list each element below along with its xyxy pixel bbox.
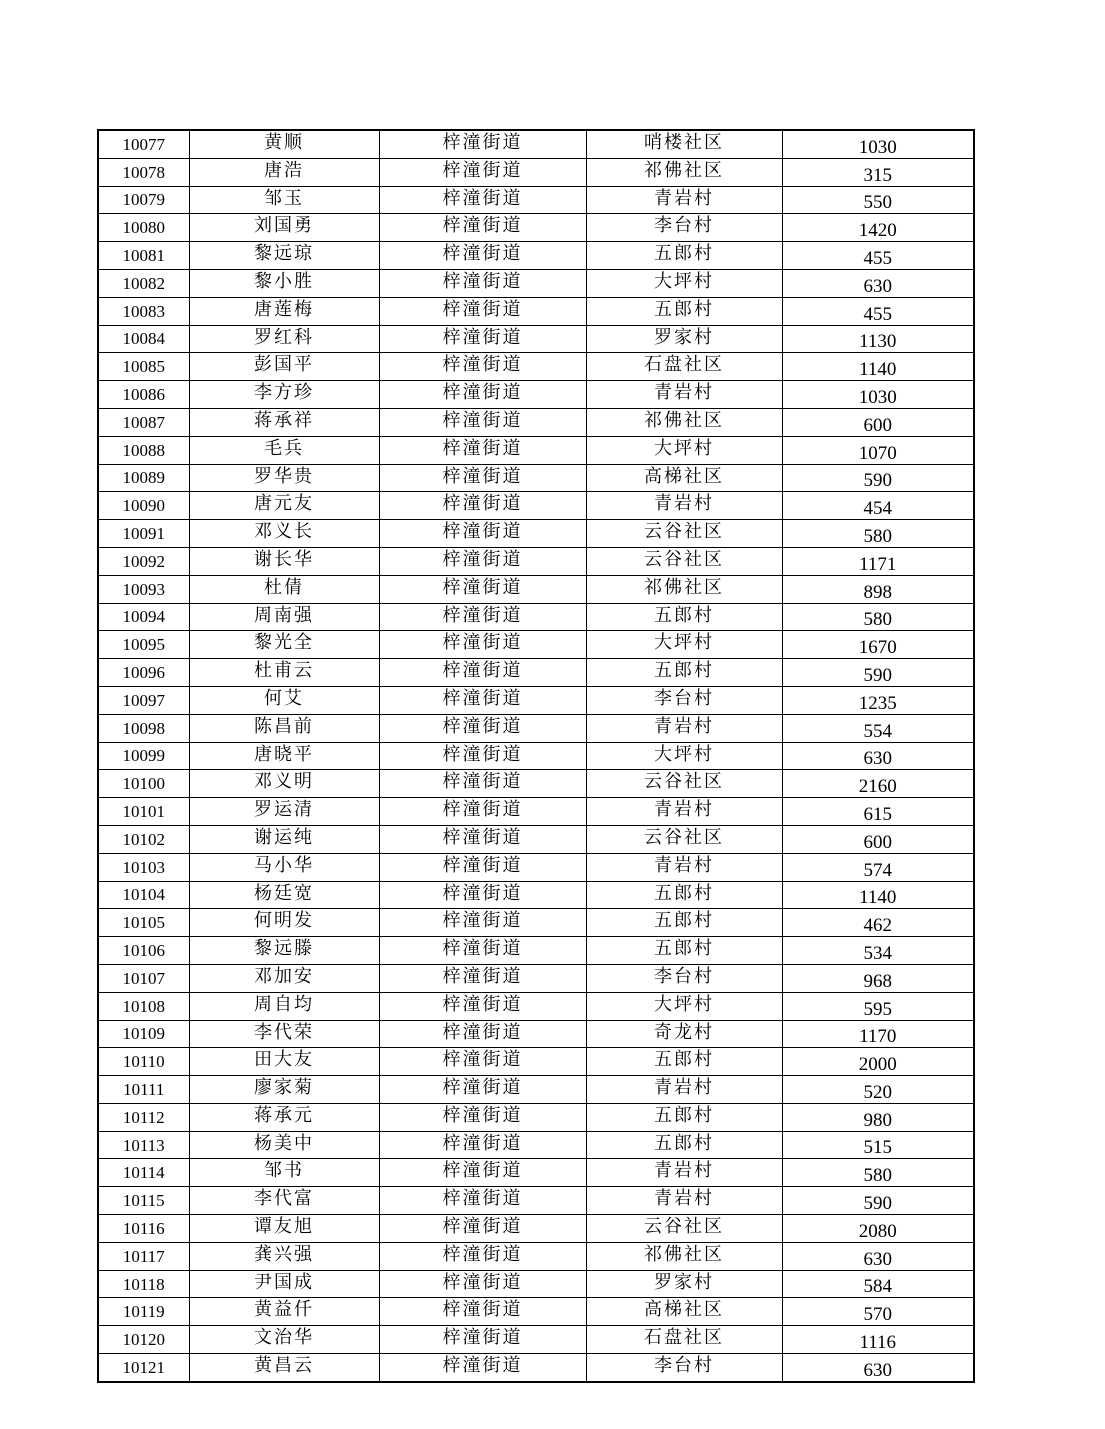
record-id-cell: 10078 <box>98 158 189 186</box>
amount-cell: 630 <box>782 1242 974 1270</box>
amount-cell: 570 <box>782 1298 974 1326</box>
record-id-cell: 10096 <box>98 659 189 687</box>
community-cell: 祁佛社区 <box>586 158 782 186</box>
street-cell: 梓潼街道 <box>379 1131 586 1159</box>
community-cell: 大坪村 <box>586 742 782 770</box>
record-id-cell: 10104 <box>98 881 189 909</box>
record-id-cell: 10103 <box>98 853 189 881</box>
community-cell: 祁佛社区 <box>586 408 782 436</box>
record-id-cell: 10099 <box>98 742 189 770</box>
person-name-cell: 邹书 <box>189 1159 379 1187</box>
street-cell: 梓潼街道 <box>379 381 586 409</box>
table-row <box>98 297 974 325</box>
person-name-cell: 何明发 <box>189 909 379 937</box>
person-name-cell: 毛兵 <box>189 436 379 464</box>
person-name-cell: 蒋承祥 <box>189 408 379 436</box>
amount-cell: 630 <box>782 1354 974 1382</box>
amount-cell: 455 <box>782 297 974 325</box>
amount-cell: 1070 <box>782 436 974 464</box>
table-row <box>98 547 974 575</box>
table-row <box>98 1215 974 1243</box>
amount-cell: 515 <box>782 1131 974 1159</box>
community-cell: 大坪村 <box>586 436 782 464</box>
table-row <box>98 1270 974 1298</box>
table-row <box>98 603 974 631</box>
community-cell: 五郎村 <box>586 242 782 270</box>
amount-cell: 1235 <box>782 686 974 714</box>
person-name-cell: 罗运清 <box>189 798 379 826</box>
record-id-cell: 10083 <box>98 297 189 325</box>
street-cell: 梓潼街道 <box>379 1270 586 1298</box>
amount-cell: 590 <box>782 464 974 492</box>
table-row <box>98 1242 974 1270</box>
table-row <box>98 992 974 1020</box>
community-cell: 五郎村 <box>586 909 782 937</box>
street-cell: 梓潼街道 <box>379 1048 586 1076</box>
street-cell: 梓潼街道 <box>379 547 586 575</box>
record-id-cell: 10092 <box>98 547 189 575</box>
amount-cell: 455 <box>782 242 974 270</box>
community-cell: 青岩村 <box>586 1076 782 1104</box>
community-cell: 五郎村 <box>586 603 782 631</box>
street-cell: 梓潼街道 <box>379 242 586 270</box>
table-row <box>98 464 974 492</box>
person-name-cell: 李方珍 <box>189 381 379 409</box>
community-cell: 大坪村 <box>586 992 782 1020</box>
person-name-cell: 黄益仟 <box>189 1298 379 1326</box>
table-row <box>98 520 974 548</box>
record-id-cell: 10097 <box>98 686 189 714</box>
street-cell: 梓潼街道 <box>379 853 586 881</box>
person-name-cell: 文治华 <box>189 1326 379 1354</box>
community-cell: 罗家村 <box>586 325 782 353</box>
table-row <box>98 742 974 770</box>
amount-cell: 615 <box>782 798 974 826</box>
table-row <box>98 158 974 186</box>
community-cell: 五郎村 <box>586 1131 782 1159</box>
community-cell: 青岩村 <box>586 798 782 826</box>
table-row <box>98 631 974 659</box>
street-cell: 梓潼街道 <box>379 353 586 381</box>
amount-cell: 554 <box>782 714 974 742</box>
person-name-cell: 黎远滕 <box>189 937 379 965</box>
street-cell: 梓潼街道 <box>379 603 586 631</box>
community-cell: 五郎村 <box>586 881 782 909</box>
street-cell: 梓潼街道 <box>379 992 586 1020</box>
amount-cell: 1170 <box>782 1020 974 1048</box>
record-id-cell: 10117 <box>98 1242 189 1270</box>
person-name-cell: 邹玉 <box>189 186 379 214</box>
street-cell: 梓潼街道 <box>379 1076 586 1104</box>
person-name-cell: 黎小胜 <box>189 269 379 297</box>
record-id-cell: 10086 <box>98 381 189 409</box>
record-id-cell: 10114 <box>98 1159 189 1187</box>
community-cell: 青岩村 <box>586 1159 782 1187</box>
amount-cell: 1140 <box>782 881 974 909</box>
street-cell: 梓潼街道 <box>379 742 586 770</box>
person-name-cell: 罗华贵 <box>189 464 379 492</box>
record-id-cell: 10116 <box>98 1215 189 1243</box>
table-row <box>98 1076 974 1104</box>
amount-cell: 898 <box>782 575 974 603</box>
amount-cell: 590 <box>782 659 974 687</box>
person-name-cell: 马小华 <box>189 853 379 881</box>
record-id-cell: 10088 <box>98 436 189 464</box>
table-row <box>98 659 974 687</box>
street-cell: 梓潼街道 <box>379 575 586 603</box>
street-cell: 梓潼街道 <box>379 1187 586 1215</box>
table-row <box>98 770 974 798</box>
table-row <box>98 575 974 603</box>
street-cell: 梓潼街道 <box>379 1326 586 1354</box>
person-name-cell: 邓义长 <box>189 520 379 548</box>
person-name-cell: 唐莲梅 <box>189 297 379 325</box>
person-name-cell: 周自均 <box>189 992 379 1020</box>
record-id-cell: 10077 <box>98 130 189 158</box>
amount-cell: 600 <box>782 825 974 853</box>
street-cell: 梓潼街道 <box>379 659 586 687</box>
table-row <box>98 186 974 214</box>
community-cell: 高梯社区 <box>586 1298 782 1326</box>
table-row <box>98 1020 974 1048</box>
record-id-cell: 10080 <box>98 214 189 242</box>
person-name-cell: 田大友 <box>189 1048 379 1076</box>
street-cell: 梓潼街道 <box>379 937 586 965</box>
amount-cell: 550 <box>782 186 974 214</box>
person-name-cell: 陈昌前 <box>189 714 379 742</box>
amount-cell: 462 <box>782 909 974 937</box>
record-id-cell: 10121 <box>98 1354 189 1382</box>
community-cell: 云谷社区 <box>586 547 782 575</box>
table-row <box>98 1187 974 1215</box>
street-cell: 梓潼街道 <box>379 408 586 436</box>
community-cell: 李台村 <box>586 214 782 242</box>
street-cell: 梓潼街道 <box>379 1298 586 1326</box>
table-row <box>98 1354 974 1382</box>
person-name-cell: 李代荣 <box>189 1020 379 1048</box>
community-cell: 青岩村 <box>586 1187 782 1215</box>
person-name-cell: 谢长华 <box>189 547 379 575</box>
street-cell: 梓潼街道 <box>379 1103 586 1131</box>
amount-cell: 980 <box>782 1103 974 1131</box>
record-id-cell: 10100 <box>98 770 189 798</box>
record-id-cell: 10102 <box>98 825 189 853</box>
person-name-cell: 黄顺 <box>189 130 379 158</box>
amount-cell: 574 <box>782 853 974 881</box>
street-cell: 梓潼街道 <box>379 297 586 325</box>
amount-cell: 2000 <box>782 1048 974 1076</box>
community-cell: 五郎村 <box>586 659 782 687</box>
street-cell: 梓潼街道 <box>379 714 586 742</box>
community-cell: 哨楼社区 <box>586 130 782 158</box>
street-cell: 梓潼街道 <box>379 631 586 659</box>
record-id-cell: 10081 <box>98 242 189 270</box>
table-row <box>98 798 974 826</box>
amount-cell: 1171 <box>782 547 974 575</box>
table-row <box>98 1103 974 1131</box>
amount-cell: 630 <box>782 269 974 297</box>
table-row <box>98 436 974 464</box>
community-cell: 高梯社区 <box>586 464 782 492</box>
street-cell: 梓潼街道 <box>379 798 586 826</box>
street-cell: 梓潼街道 <box>379 436 586 464</box>
amount-cell: 520 <box>782 1076 974 1104</box>
person-name-cell: 周南强 <box>189 603 379 631</box>
community-cell: 罗家村 <box>586 1270 782 1298</box>
person-name-cell: 谢运纯 <box>189 825 379 853</box>
person-name-cell: 李代富 <box>189 1187 379 1215</box>
community-cell: 青岩村 <box>586 714 782 742</box>
person-name-cell: 杜倩 <box>189 575 379 603</box>
record-id-cell: 10111 <box>98 1076 189 1104</box>
amount-cell: 1670 <box>782 631 974 659</box>
record-id-cell: 10105 <box>98 909 189 937</box>
table-row <box>98 853 974 881</box>
person-name-cell: 唐浩 <box>189 158 379 186</box>
record-id-cell: 10115 <box>98 1187 189 1215</box>
person-name-cell: 黎远琼 <box>189 242 379 270</box>
community-cell: 大坪村 <box>586 631 782 659</box>
street-cell: 梓潼街道 <box>379 214 586 242</box>
person-name-cell: 龚兴强 <box>189 1242 379 1270</box>
street-cell: 梓潼街道 <box>379 269 586 297</box>
table-row <box>98 1048 974 1076</box>
amount-cell: 580 <box>782 1159 974 1187</box>
record-id-cell: 10112 <box>98 1103 189 1131</box>
amount-cell: 1420 <box>782 214 974 242</box>
record-id-cell: 10079 <box>98 186 189 214</box>
amount-cell: 534 <box>782 937 974 965</box>
community-cell: 大坪村 <box>586 269 782 297</box>
table-row <box>98 1326 974 1354</box>
record-id-cell: 10108 <box>98 992 189 1020</box>
street-cell: 梓潼街道 <box>379 492 586 520</box>
table-row <box>98 269 974 297</box>
amount-cell: 968 <box>782 964 974 992</box>
person-name-cell: 刘国勇 <box>189 214 379 242</box>
street-cell: 梓潼街道 <box>379 158 586 186</box>
community-cell: 石盘社区 <box>586 353 782 381</box>
amount-cell: 600 <box>782 408 974 436</box>
street-cell: 梓潼街道 <box>379 1354 586 1382</box>
amount-cell: 1030 <box>782 381 974 409</box>
street-cell: 梓潼街道 <box>379 770 586 798</box>
person-name-cell: 唐元友 <box>189 492 379 520</box>
community-cell: 青岩村 <box>586 492 782 520</box>
record-id-cell: 10110 <box>98 1048 189 1076</box>
record-id-cell: 10106 <box>98 937 189 965</box>
person-name-cell: 蒋承元 <box>189 1103 379 1131</box>
person-name-cell: 彭国平 <box>189 353 379 381</box>
community-cell: 五郎村 <box>586 937 782 965</box>
table-row <box>98 714 974 742</box>
street-cell: 梓潼街道 <box>379 825 586 853</box>
amount-cell: 590 <box>782 1187 974 1215</box>
table-row <box>98 881 974 909</box>
person-name-cell: 杜甫云 <box>189 659 379 687</box>
table-row <box>98 1298 974 1326</box>
record-id-cell: 10089 <box>98 464 189 492</box>
table-row <box>98 492 974 520</box>
amount-cell: 1130 <box>782 325 974 353</box>
table-row <box>98 909 974 937</box>
person-name-cell: 谭友旭 <box>189 1215 379 1243</box>
record-id-cell: 10101 <box>98 798 189 826</box>
record-id-cell: 10118 <box>98 1270 189 1298</box>
community-cell: 五郎村 <box>586 1048 782 1076</box>
record-id-cell: 10084 <box>98 325 189 353</box>
table-row <box>98 1159 974 1187</box>
table-row <box>98 937 974 965</box>
record-id-cell: 10093 <box>98 575 189 603</box>
person-name-cell: 杨美中 <box>189 1131 379 1159</box>
community-cell: 奇龙村 <box>586 1020 782 1048</box>
community-cell: 李台村 <box>586 964 782 992</box>
street-cell: 梓潼街道 <box>379 964 586 992</box>
table-row <box>98 214 974 242</box>
community-cell: 青岩村 <box>586 853 782 881</box>
community-cell: 石盘社区 <box>586 1326 782 1354</box>
street-cell: 梓潼街道 <box>379 1020 586 1048</box>
street-cell: 梓潼街道 <box>379 1242 586 1270</box>
amount-cell: 584 <box>782 1270 974 1298</box>
community-cell: 青岩村 <box>586 381 782 409</box>
amount-cell: 1030 <box>782 130 974 158</box>
record-id-cell: 10109 <box>98 1020 189 1048</box>
person-name-cell: 廖家菊 <box>189 1076 379 1104</box>
record-id-cell: 10090 <box>98 492 189 520</box>
table-row <box>98 325 974 353</box>
record-id-cell: 10087 <box>98 408 189 436</box>
record-id-cell: 10091 <box>98 520 189 548</box>
person-name-cell: 唐晓平 <box>189 742 379 770</box>
amount-cell: 2160 <box>782 770 974 798</box>
person-name-cell: 杨廷宽 <box>189 881 379 909</box>
table-row <box>98 408 974 436</box>
amount-cell: 580 <box>782 603 974 631</box>
street-cell: 梓潼街道 <box>379 909 586 937</box>
community-cell: 云谷社区 <box>586 770 782 798</box>
record-id-cell: 10119 <box>98 1298 189 1326</box>
record-id-cell: 10098 <box>98 714 189 742</box>
record-id-cell: 10085 <box>98 353 189 381</box>
street-cell: 梓潼街道 <box>379 686 586 714</box>
record-id-cell: 10094 <box>98 603 189 631</box>
street-cell: 梓潼街道 <box>379 186 586 214</box>
person-name-cell: 黎光全 <box>189 631 379 659</box>
street-cell: 梓潼街道 <box>379 464 586 492</box>
table-row <box>98 964 974 992</box>
community-cell: 云谷社区 <box>586 825 782 853</box>
record-id-cell: 10095 <box>98 631 189 659</box>
amount-cell: 2080 <box>782 1215 974 1243</box>
community-cell: 祁佛社区 <box>586 1242 782 1270</box>
community-cell: 云谷社区 <box>586 1215 782 1243</box>
person-name-cell: 尹国成 <box>189 1270 379 1298</box>
amount-cell: 1116 <box>782 1326 974 1354</box>
record-id-cell: 10082 <box>98 269 189 297</box>
community-cell: 祁佛社区 <box>586 575 782 603</box>
record-id-cell: 10113 <box>98 1131 189 1159</box>
amount-cell: 454 <box>782 492 974 520</box>
record-id-cell: 10107 <box>98 964 189 992</box>
table-row <box>98 353 974 381</box>
street-cell: 梓潼街道 <box>379 325 586 353</box>
table-row <box>98 381 974 409</box>
amount-cell: 1140 <box>782 353 974 381</box>
person-name-cell: 罗红科 <box>189 325 379 353</box>
table-row <box>98 130 974 158</box>
street-cell: 梓潼街道 <box>379 520 586 548</box>
community-cell: 五郎村 <box>586 1103 782 1131</box>
community-cell: 云谷社区 <box>586 520 782 548</box>
street-cell: 梓潼街道 <box>379 881 586 909</box>
table-row <box>98 686 974 714</box>
community-cell: 李台村 <box>586 1354 782 1382</box>
community-cell: 李台村 <box>586 686 782 714</box>
street-cell: 梓潼街道 <box>379 130 586 158</box>
amount-cell: 595 <box>782 992 974 1020</box>
record-id-cell: 10120 <box>98 1326 189 1354</box>
amount-cell: 630 <box>782 742 974 770</box>
table-body <box>98 130 974 1382</box>
street-cell: 梓潼街道 <box>379 1159 586 1187</box>
data-table <box>97 129 975 1383</box>
table-row <box>98 1131 974 1159</box>
street-cell: 梓潼街道 <box>379 1215 586 1243</box>
person-name-cell: 邓义明 <box>189 770 379 798</box>
amount-cell: 315 <box>782 158 974 186</box>
community-cell: 青岩村 <box>586 186 782 214</box>
community-cell: 五郎村 <box>586 297 782 325</box>
table-row <box>98 242 974 270</box>
person-name-cell: 黄昌云 <box>189 1354 379 1382</box>
amount-cell: 580 <box>782 520 974 548</box>
table-row <box>98 825 974 853</box>
person-name-cell: 何艾 <box>189 686 379 714</box>
person-name-cell: 邓加安 <box>189 964 379 992</box>
